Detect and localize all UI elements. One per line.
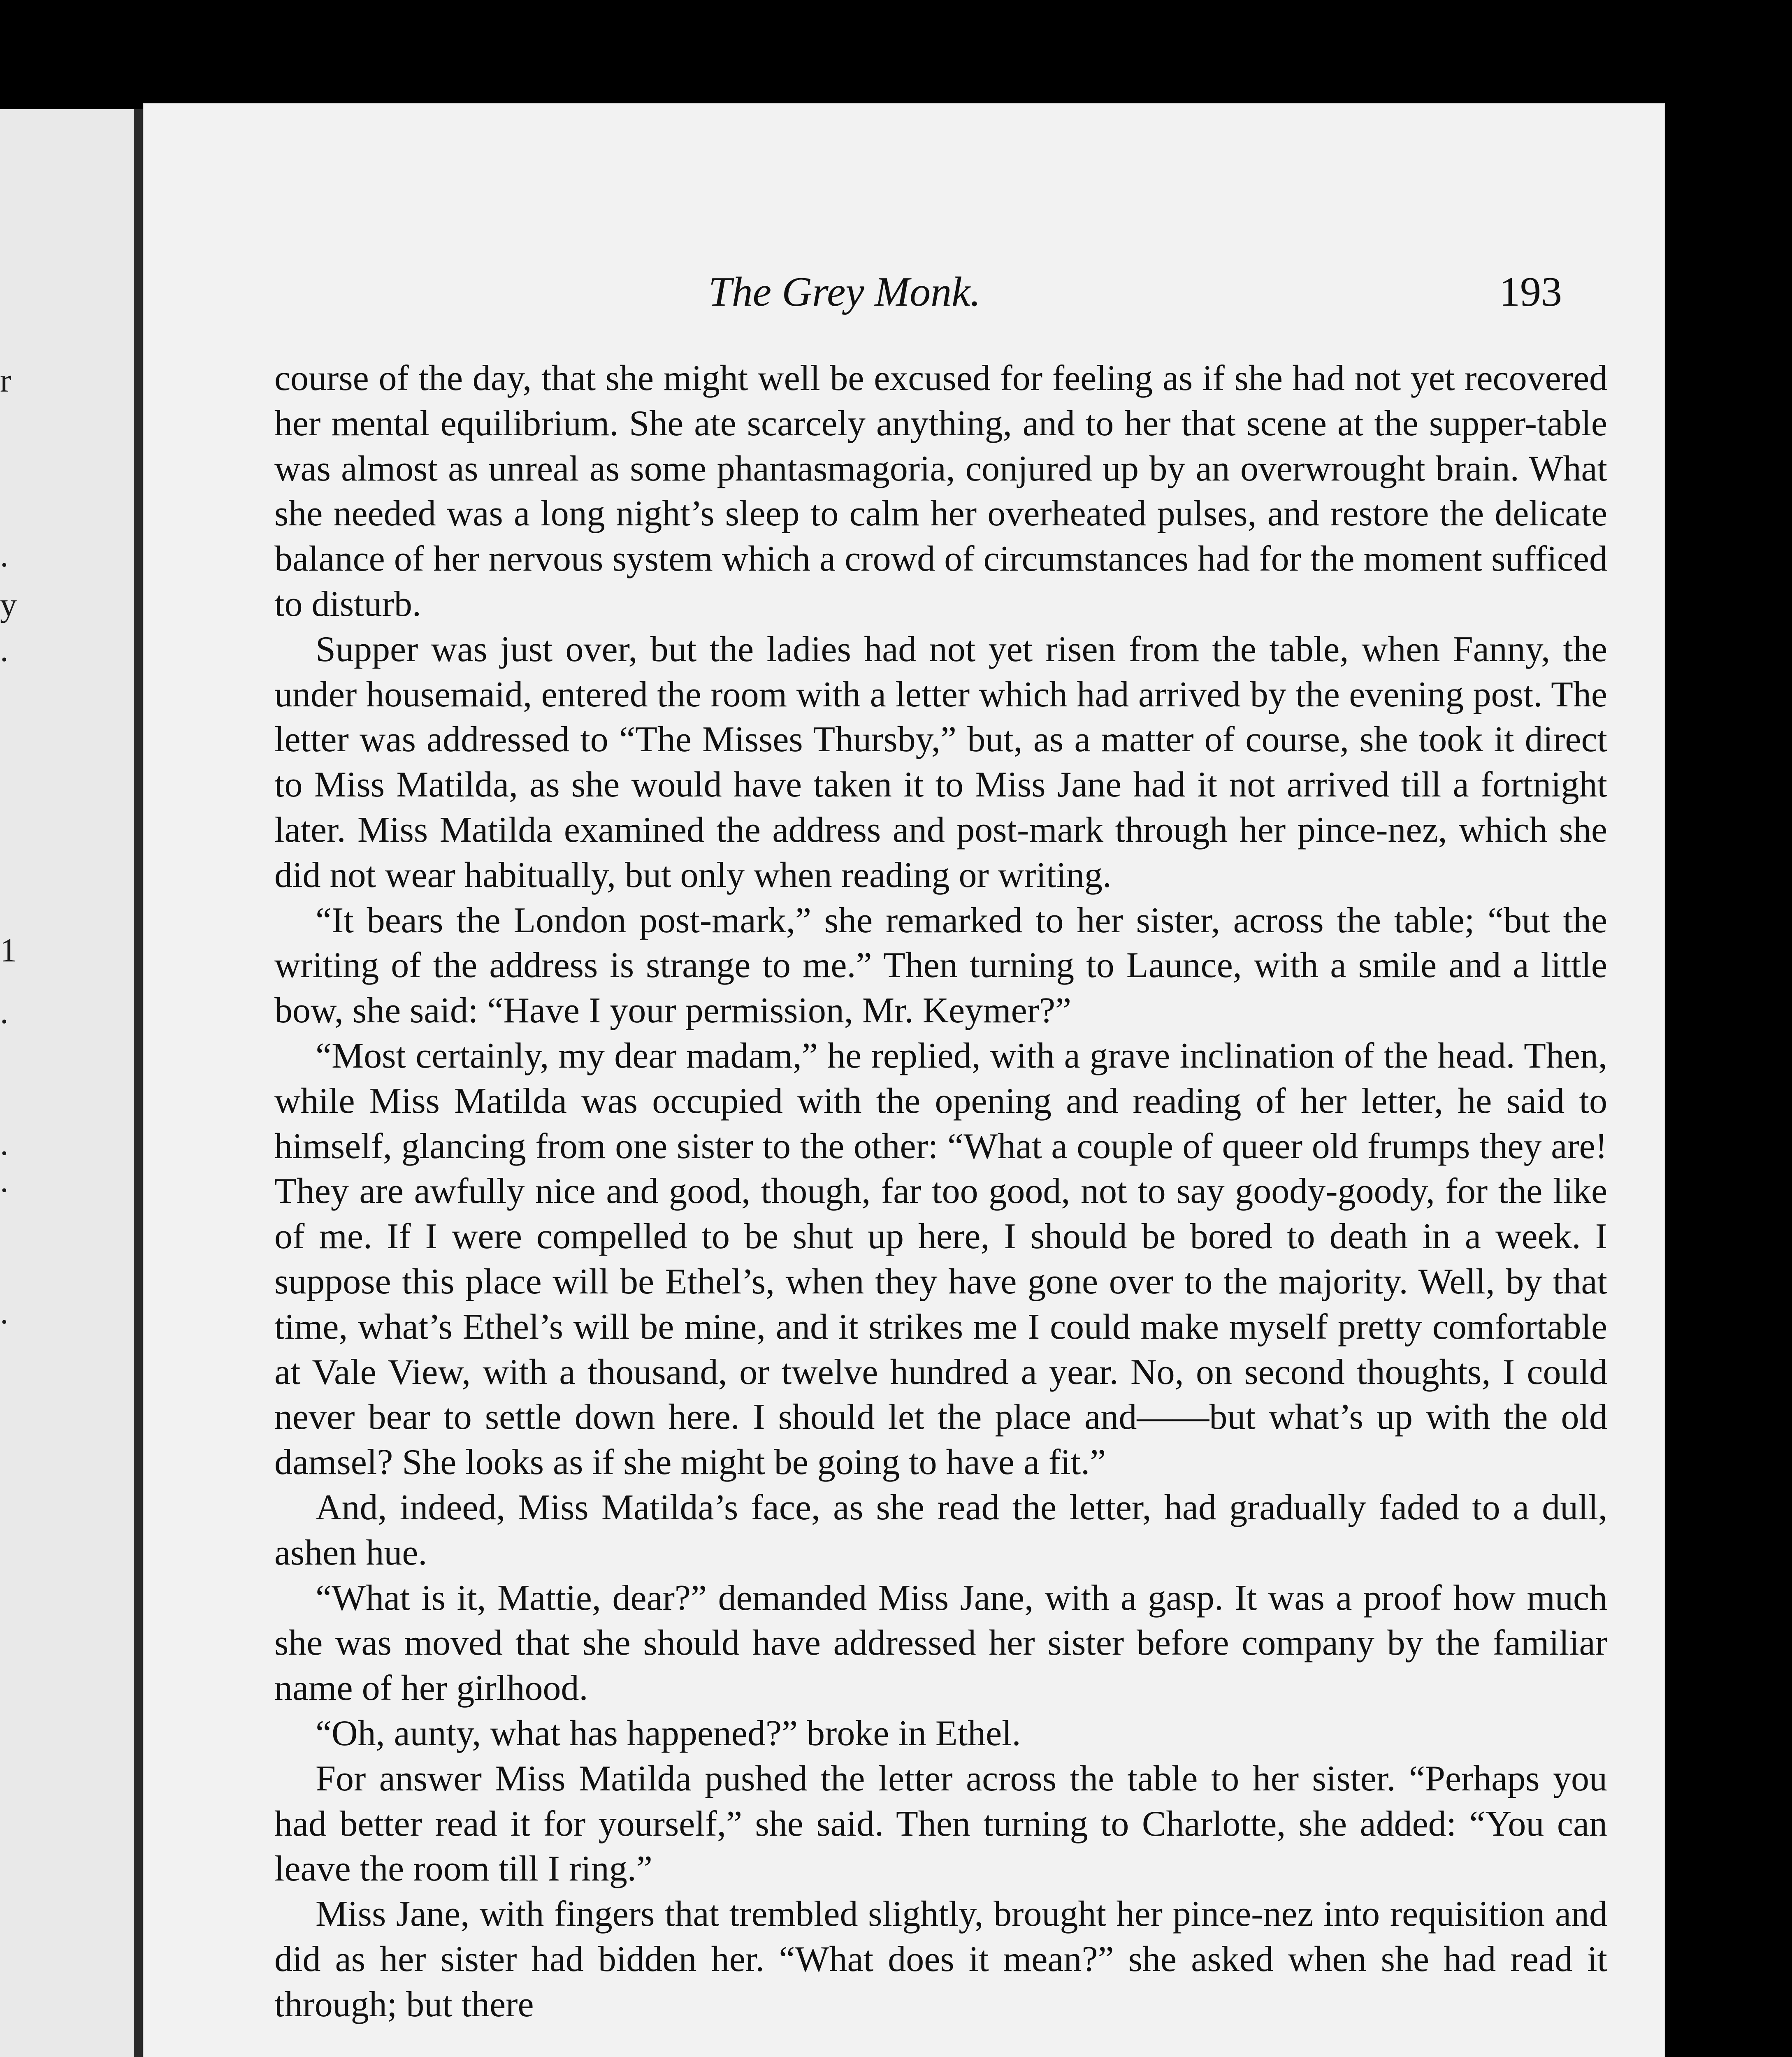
running-head: [143, 265, 1665, 319]
paragraph: “Most certainly, my dear madam,” he replied, with a grave inclination of the head. Then, while Miss Matilda was occupied with the opening and reading of her letter, he said to himself, glancing from one sister to the other: “What a couple of queer old frumps they are! They are awfully nice and good, though, far too good, not to say goody-goody, for the like of me. If I were compelled to be shut up here, I should be bored to death in a week. I suppose this place will be Ethel’s, when they have gone over to the majority. Well, by that time, what’s Ethel’s will be mine, and it strikes me I could make myself pretty comfortable at Vale View, with a thousand, or twelve hundred a year. No, on second thoughts, I could never bear to settle down here. I should let the place and——but what’s up with the old damsel? She looks as if she might be going to have a fit.”: [274, 1035, 1607, 1483]
facing-page-edge: [0, 109, 143, 2057]
paragraph: For answer Miss Matilda pushed the letter across the table to her sister. “Perhaps you had better read it for yourself,” she said. Then turning to Charlotte, she added: “You can leave the room till I ring.”: [274, 1758, 1607, 1889]
paragraph: Supper was just over, but the ladies had not yet risen from the table, when Fanny, the under housemaid, entered the room with a letter which had arrived by the evening post. The letter was addressed to “The Misses Thursby,” but, as a matter of course, she took it direct to Miss Matilda, as she would have taken it to Miss Jane had it not arrived till a fortnight later. Miss Matilda examined the address and post-mark through her pince-nez, which she did not wear habitually, but only when reading or writing.: [274, 629, 1607, 895]
facing-mark: .: [0, 631, 9, 669]
facing-mark: 1: [0, 931, 17, 969]
facing-mark: .: [0, 1125, 9, 1162]
facing-mark: r: [0, 362, 12, 399]
paragraph: And, indeed, Miss Matilda’s face, as she read the letter, had gradually faded to a dull, ashen hue.: [274, 1487, 1607, 1573]
page-number: 193: [1499, 269, 1562, 315]
facing-mark: y: [0, 586, 17, 623]
facing-mark: .: [0, 1293, 9, 1331]
paragraph: course of the day, that she might well be excused for feeling as if she had not yet recovered her mental equilibrium. She ate scarcely anything, and to her that scene at the supper-table was almost as unreal as some phantasmagoria, conjured up by an overwrought brain. What she needed was a long night’s sleep to calm her overheated pulses, and restore the delicate balance of her nervous system which a crowd of circumstances had for the moment sufficed to disturb.: [274, 358, 1607, 624]
paragraph: Miss Jane, with fingers that trembled slightly, brought her pince-nez into requisition and did as her sister had bidden her. “What does it mean?” she asked when she had read it through; but there: [274, 1894, 1607, 2024]
paragraph: “What is it, Mattie, dear?” demanded Miss Jane, with a gasp. It was a proof how much she was moved that she should have addressed her sister before company by the familiar name of her girlhood.: [274, 1578, 1607, 1709]
paragraph: “It bears the London post-mark,” she remarked to her sister, across the table; “but the writing of the address is strange to me.” Then turning to Launce, with a smile and a little bow, she said: “Have I your permission, Mr. Keymer?”: [274, 900, 1607, 1031]
facing-mark: .: [0, 993, 9, 1031]
book-page: [143, 103, 1665, 2057]
facing-mark: .: [0, 536, 9, 574]
facing-mark: .: [0, 1162, 9, 1199]
paragraph: “Oh, aunty, what has happened?” broke in Ethel.: [316, 1713, 1021, 1753]
running-title: The Grey Monk.: [708, 269, 981, 315]
body-text: [274, 356, 1607, 2027]
